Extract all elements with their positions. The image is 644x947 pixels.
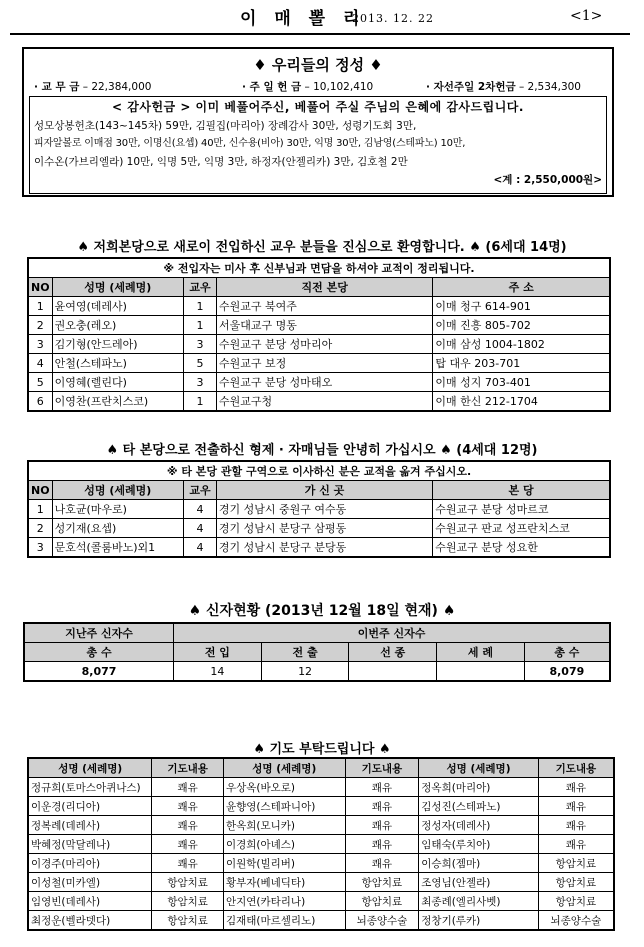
table-cell: 한옥희(모니카) [223, 816, 345, 835]
table-cell: 쾌유 [345, 778, 419, 797]
table-cell: 뇌종양수술 [345, 911, 419, 931]
table-cell: 쾌유 [538, 797, 614, 816]
table-row [24, 662, 610, 682]
table-cell: 4 [28, 354, 52, 373]
table-cell: 4 [184, 500, 217, 519]
table-cell: 항암치료 [538, 873, 614, 892]
table-cell: 최정운(벨라뎃다) [28, 911, 152, 931]
table-cell: 쾌유 [152, 797, 224, 816]
last-week-header: 지난주 신자수 [24, 623, 174, 643]
table-cell: 안지연(카타리나) [223, 892, 345, 911]
table-cell: 이영혜(렐린다) [52, 373, 183, 392]
col-header: 총 수 [24, 643, 174, 662]
thanks-heading: < 감사헌금 > 이미 베풀어주신, 베풀어 주실 주님의 은혜에 감사드립니다. [112, 100, 524, 114]
table-cell: 항암치료 [152, 911, 224, 931]
table-cell: 정성자(데레사) [419, 816, 538, 835]
table-row [28, 335, 610, 354]
believers-table [23, 622, 611, 682]
table-cell: 3 [184, 373, 217, 392]
table-cell: 8,079 [524, 662, 610, 682]
offering-item: · 자선주일 2차헌금 – 2,534,300 [426, 81, 581, 93]
table-cell: 쾌유 [538, 835, 614, 854]
table-cell: 쾌유 [538, 816, 614, 835]
table-cell: 2 [28, 316, 52, 335]
newcomers-title: ♠ 저희본당으로 새로이 전입하신 교우 분들을 진심으로 환영합니다. ♠ (6세대 14명) [77, 240, 567, 255]
table-cell: 12 [261, 662, 349, 682]
offering-box [22, 47, 614, 197]
thanks-total: <계 : 2,550,000원> [493, 174, 602, 186]
table-row [28, 500, 610, 519]
table-cell: 수원교구청 [216, 392, 432, 412]
table-row [28, 892, 614, 911]
table-cell: 박혜정(막달레나) [28, 835, 152, 854]
table-row [28, 354, 610, 373]
table-cell: 조영님(안젤라) [419, 873, 538, 892]
table-cell: 3 [184, 335, 217, 354]
table-cell: 이매 청구 614-901 [433, 297, 610, 316]
thanks-line: 성모상봉헌초(143~145차) 59만, 김필집(마리아) 장례감사 30만, 성령기도회 3만, [34, 120, 417, 132]
table-cell: 수원교구 보정 [216, 354, 432, 373]
table-cell: 항암치료 [538, 854, 614, 873]
table-cell: 3 [28, 335, 52, 354]
table-cell: 윤여영(데레사) [52, 297, 183, 316]
col-header: 기도내용 [345, 758, 419, 778]
table-cell: 황부자(베네딕타) [223, 873, 345, 892]
col-header: 총 수 [524, 643, 610, 662]
table-row [28, 316, 610, 335]
table-cell: 이원학(빌리버) [223, 854, 345, 873]
col-header: 성명 (세례명) [419, 758, 538, 778]
believers-title: ♠ 신자현황 (2013년 12월 18일 현재) ♠ [188, 603, 456, 619]
table-cell: 쾌유 [345, 797, 419, 816]
table-cell: 경기 성남시 중원구 여수동 [216, 500, 432, 519]
table-cell: 8,077 [24, 662, 174, 682]
table-row [28, 778, 614, 797]
table-row [28, 797, 614, 816]
thanks-offering-panel [29, 96, 607, 194]
table-cell: 이경희(아녜스) [223, 835, 345, 854]
table-cell: 4 [184, 538, 217, 558]
table-cell [437, 662, 525, 682]
col-header: 성명 (세례명) [52, 481, 183, 500]
table-cell: 쾌유 [345, 835, 419, 854]
prayers-title: ♠ 기도 부탁드립니다 ♠ [253, 742, 391, 757]
table-row [28, 835, 614, 854]
bulletin-date: 2013. 12. 22 [352, 12, 434, 25]
table-cell: 1 [28, 500, 52, 519]
table-cell: 1 [184, 316, 217, 335]
table-cell: 5 [184, 354, 217, 373]
table-row [28, 538, 610, 558]
newcomers-table [27, 257, 611, 412]
col-header: 교우 [184, 481, 217, 500]
table-cell: 항암치료 [152, 892, 224, 911]
table-cell: 이운경(리디아) [28, 797, 152, 816]
table-cell: 서울대교구 명동 [216, 316, 432, 335]
col-header: 기도내용 [152, 758, 224, 778]
movers-note: ※ 타 본당 관할 구역으로 이사하신 분은 교적을 옮겨 주십시오. [28, 461, 610, 481]
offering-title: ♦ 우리들의 정성 ♦ [253, 56, 383, 74]
table-cell: 항암치료 [345, 892, 419, 911]
table-cell: 탑 대우 203-701 [433, 354, 610, 373]
table-cell: 수원교구 분당 성마태오 [216, 373, 432, 392]
table-cell: 3 [28, 538, 52, 558]
table-row [28, 911, 614, 931]
col-header: NO [28, 481, 52, 500]
table-cell: 최종례(엘리사벳) [419, 892, 538, 911]
table-cell: 이매 성지 703-401 [433, 373, 610, 392]
table-cell: 쾌유 [538, 778, 614, 797]
table-cell: 14 [174, 662, 262, 682]
table-cell: 이영찬(프란치스코) [52, 392, 183, 412]
table-cell: 2 [28, 519, 52, 538]
table-row [28, 816, 614, 835]
table-cell: 1 [184, 392, 217, 412]
table-cell: 우상옥(바오로) [223, 778, 345, 797]
table-cell: 나호균(마우로) [52, 500, 183, 519]
table-cell: 정창기(루카) [419, 911, 538, 931]
col-header: NO [28, 278, 52, 297]
col-header: 주 소 [433, 278, 610, 297]
table-cell: 김기형(안드레아) [52, 335, 183, 354]
table-cell: 수원교구 분당 성마르코 [433, 500, 610, 519]
table-cell: 쾌유 [152, 816, 224, 835]
offering-item: · 교 무 금 – 22,384,000 [34, 81, 152, 93]
offering-item: · 주 일 헌 금 – 10,102,410 [242, 81, 374, 93]
table-cell: 정복례(데레사) [28, 816, 152, 835]
table-cell: 임영빈(데레사) [28, 892, 152, 911]
col-header: 성명 (세례명) [28, 758, 152, 778]
table-cell: 이승희(젬마) [419, 854, 538, 873]
col-header: 성명 (세례명) [52, 278, 183, 297]
table-cell: 수원교구 판교 성프란치스코 [433, 519, 610, 538]
col-header: 가 신 곳 [216, 481, 432, 500]
table-cell: 뇌종양수술 [538, 911, 614, 931]
table-cell: 수원교구 북여주 [216, 297, 432, 316]
movers-title: ♠ 타 본당으로 전출하신 형제 · 자매님들 안녕히 가십시오 ♠ (4세대 12명) [106, 443, 538, 458]
col-header: 전 입 [174, 643, 262, 662]
table-cell: 이매 한신 212-1704 [433, 392, 610, 412]
table-cell [349, 662, 437, 682]
table-row [28, 297, 610, 316]
newcomers-note: ※ 전입자는 미사 후 신부님과 면담을 하셔야 교적이 정리됩니다. [28, 258, 610, 278]
table-row [28, 854, 614, 873]
page-number: <1> [570, 8, 603, 24]
table-row [28, 873, 614, 892]
table-cell: 안철(스테파노) [52, 354, 183, 373]
movers-table [27, 460, 611, 558]
table-cell: 권오충(레오) [52, 316, 183, 335]
table-cell: 김재태(마르셀리노) [223, 911, 345, 931]
table-cell: 문호석(콜룸바노)외1 [52, 538, 183, 558]
table-cell: 이매 진흥 805-702 [433, 316, 610, 335]
table-cell: 경기 성남시 분당구 분당동 [216, 538, 432, 558]
table-row [28, 373, 610, 392]
table-cell: 이매 삼성 1004-1802 [433, 335, 610, 354]
col-header: 전 출 [261, 643, 349, 662]
table-cell: 6 [28, 392, 52, 412]
table-cell: 1 [28, 297, 52, 316]
table-cell: 4 [184, 519, 217, 538]
col-header: 세 례 [437, 643, 525, 662]
table-cell: 항암치료 [345, 873, 419, 892]
table-cell: 성기재(요셉) [52, 519, 183, 538]
table-cell: 윤향영(스테파니아) [223, 797, 345, 816]
table-cell: 정옥희(마리아) [419, 778, 538, 797]
table-cell: 1 [184, 297, 217, 316]
table-cell: 수원교구 분당 성요한 [433, 538, 610, 558]
thanks-line: 이수온(가브리엘라) 10만, 익명 5만, 익명 3만, 하정자(안젤리카) 3만, 김호철 2만 [34, 156, 408, 168]
table-cell: 5 [28, 373, 52, 392]
table-cell: 쾌유 [345, 816, 419, 835]
table-cell: 항암치료 [152, 873, 224, 892]
col-header: 선 종 [349, 643, 437, 662]
table-cell: 항암치료 [538, 892, 614, 911]
table-cell: 수원교구 분당 성마리아 [216, 335, 432, 354]
thanks-line: 피자알볼로 이매점 30만, 이명신(요셉) 40만, 신수용(비아) 30만, 익명 30만, 김남영(스테파노) 10만, [34, 138, 466, 149]
bulletin-title: 이 매 뽈 리 [240, 9, 366, 29]
table-cell: 쾌유 [152, 854, 224, 873]
table-cell: 임태숙(루치아) [419, 835, 538, 854]
header-divider [10, 33, 630, 35]
col-header: 성명 (세례명) [223, 758, 345, 778]
table-cell: 김성진(스테파노) [419, 797, 538, 816]
col-header: 교우 [184, 278, 217, 297]
table-cell: 쾌유 [345, 854, 419, 873]
table-cell: 정규희(토마스아퀴나스) [28, 778, 152, 797]
table-row [28, 519, 610, 538]
this-week-header: 이번주 신자수 [174, 623, 610, 643]
table-cell: 이성철(미카엘) [28, 873, 152, 892]
col-header: 본 당 [433, 481, 610, 500]
col-header: 직전 본당 [216, 278, 432, 297]
table-cell: 쾌유 [152, 835, 224, 854]
col-header: 기도내용 [538, 758, 614, 778]
table-cell: 경기 성남시 분당구 삼평동 [216, 519, 432, 538]
table-cell: 이경주(마리아) [28, 854, 152, 873]
table-cell: 쾌유 [152, 778, 224, 797]
prayers-table [27, 757, 615, 931]
table-row [28, 392, 610, 412]
